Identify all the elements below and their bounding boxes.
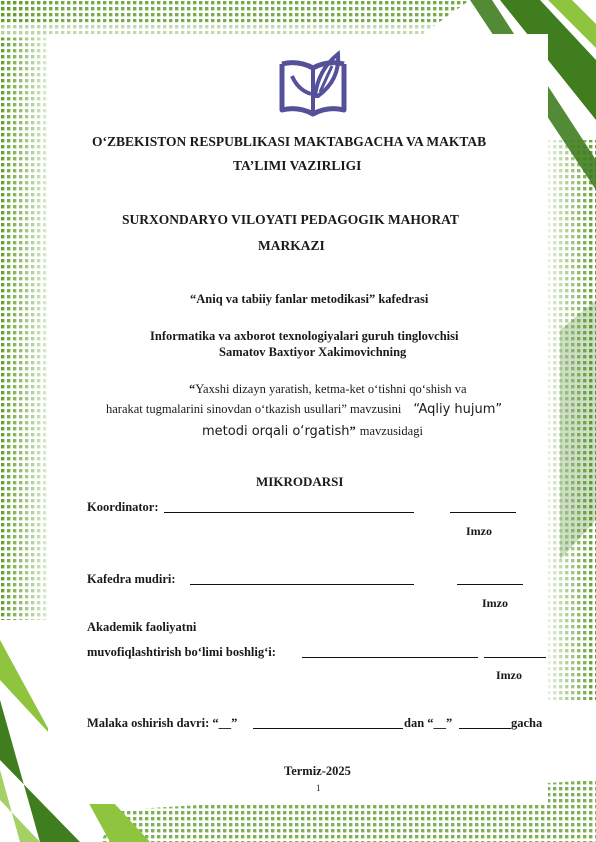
author-name: Samatov Baxtiyor Xakimovichning <box>219 345 407 359</box>
topic-close-quote: ” <box>349 424 356 438</box>
period-end: gacha <box>511 716 543 730</box>
topic-line3-text: metodi orqali o‘rgatish <box>202 424 350 439</box>
period-start-line <box>253 728 403 729</box>
ministry-title-line2: TA’LIMI VAZIRLIGI <box>233 158 362 173</box>
topic-line3 <box>202 424 423 439</box>
topic-open-quote: “ <box>189 382 196 396</box>
period-middle: dan “__” <box>404 716 453 730</box>
head-name-line <box>190 584 414 585</box>
author-role: Informatika va axborot texnologiyalari guruh tinglovchisi <box>150 329 459 343</box>
ministry-title-line1: O‘ZBEKISTON RESPUBLIKASI MAKTABGACHA VA MAKTAB <box>92 134 487 149</box>
head-signature-line <box>457 584 523 585</box>
coordinator-signature-label: Imzo <box>466 524 492 538</box>
topic-line1-text: Yaxshi dizayn yaratish, ketma-ket o‘tishni qo‘shish va <box>195 382 467 396</box>
topic-line2 <box>106 402 502 417</box>
center-title-line1: SURXONDARYO VILOYATI PEDAGOGIK MAHORAT <box>122 212 459 227</box>
period-label: Malaka oshirish davri: “__” <box>87 716 238 730</box>
academic-signature-line <box>484 657 546 658</box>
coordinator-label: Koordinator: <box>87 500 159 514</box>
page-number: 1 <box>316 783 321 793</box>
coordinator-signature-line <box>450 512 516 513</box>
coordinator-name-line <box>164 512 414 513</box>
academic-label-line2: muvofiqlashtirish bo‘limi boshlig‘i: <box>87 645 276 659</box>
document-type: MIKRODARSI <box>256 474 344 489</box>
place-year: Termiz-2025 <box>284 764 351 778</box>
book-leaf-logo <box>278 46 348 120</box>
department-name: “Aniq va tabiiy fanlar metodikasi” kafedrasi <box>190 292 429 306</box>
topic-method-name: “Aqliy hujum” <box>413 402 503 417</box>
academic-signature-label: Imzo <box>496 668 522 682</box>
academic-label-line1: Akademik faoliyatni <box>87 620 197 634</box>
period-end-line <box>459 728 511 729</box>
head-signature-label: Imzo <box>482 596 508 610</box>
center-title-line2: MARKAZI <box>258 238 325 253</box>
topic-line1 <box>189 382 467 397</box>
topic-line3-suffix: mavzusidagi <box>359 424 423 438</box>
academic-name-line <box>302 657 478 658</box>
topic-line2-text: harakat tugmalarini sinovdan o‘tkazish usullari” mavzusini <box>106 402 402 416</box>
head-label: Kafedra mudiri: <box>87 572 176 586</box>
